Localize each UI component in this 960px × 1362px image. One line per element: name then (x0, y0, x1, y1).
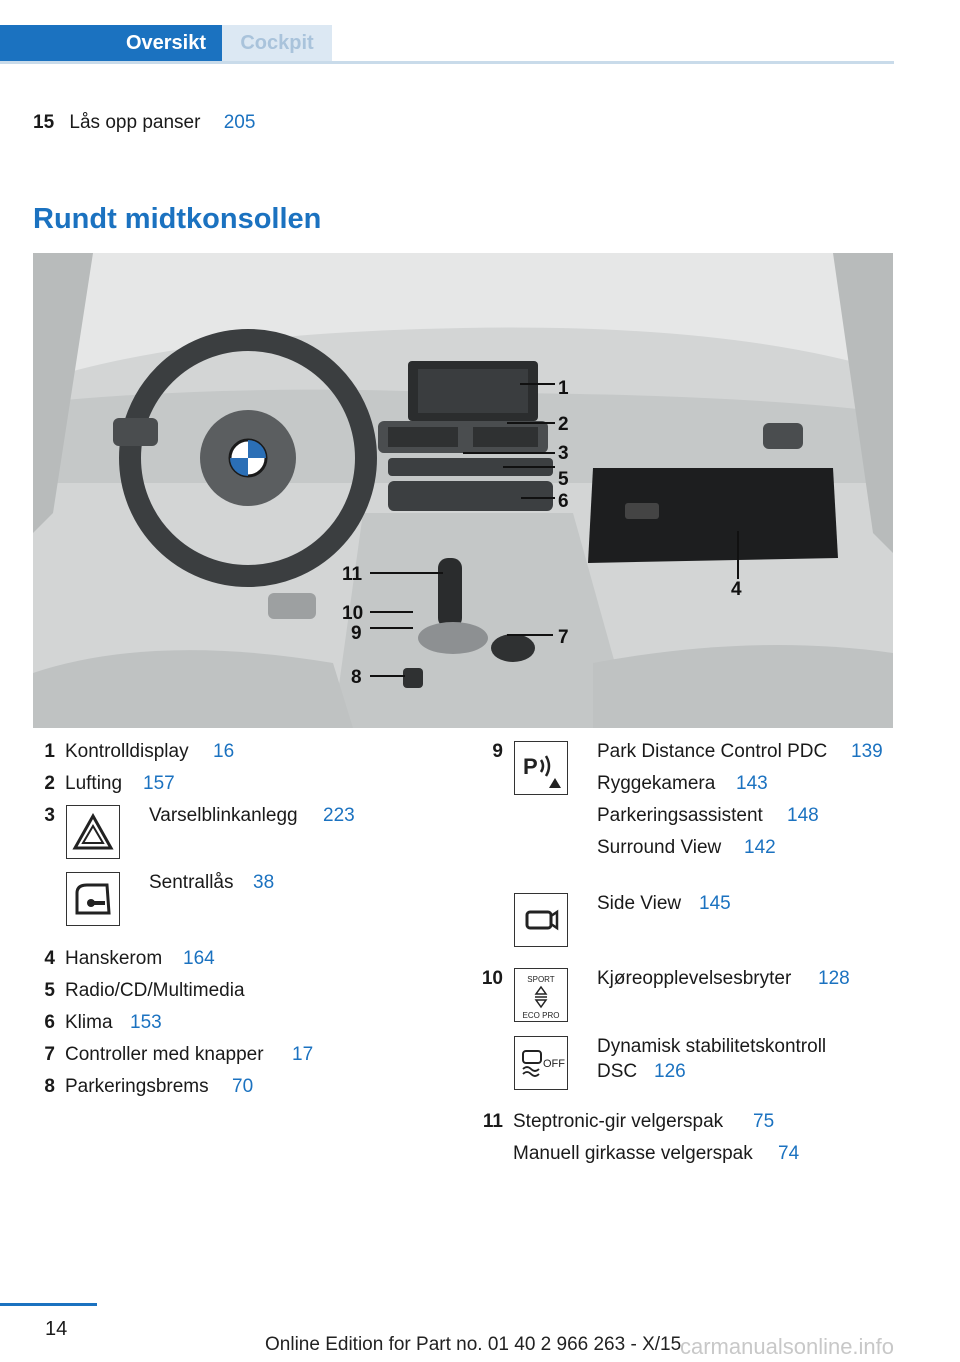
tab-bar (0, 25, 894, 64)
page-reference-link[interactable]: 153 (130, 1012, 162, 1033)
svg-text:P: P (523, 754, 538, 779)
page-reference-link[interactable]: 157 (143, 773, 175, 794)
driving-experience-switch-icon (514, 968, 568, 1022)
item-label: Lås opp panser (69, 112, 201, 133)
page-reference-link[interactable]: 223 (323, 805, 355, 826)
callout-2: 2 (558, 414, 569, 435)
hazard-warning-icon (66, 805, 120, 859)
page-reference-link[interactable]: 145 (699, 893, 731, 914)
callout-8: 8 (351, 667, 362, 688)
page-reference-link[interactable]: 139 (851, 741, 883, 762)
page-reference-link[interactable]: 74 (778, 1143, 800, 1164)
callout-10: 10 (342, 603, 364, 624)
page-reference-link[interactable]: 126 (654, 1061, 686, 1082)
center-console-illustration (33, 253, 893, 728)
svg-text:SPORT: SPORT (527, 975, 555, 984)
section-title: Rundt midtkonsollen (33, 203, 322, 235)
side-view-camera-icon (514, 893, 568, 947)
callout-6: 6 (558, 491, 569, 512)
page-reference-link[interactable]: 70 (232, 1076, 254, 1097)
page-reference-link[interactable]: 38 (253, 872, 275, 893)
page-reference-link[interactable]: 142 (744, 837, 776, 858)
footer-divider (0, 1303, 97, 1306)
page-reference-link[interactable]: 75 (753, 1111, 775, 1132)
page-number: 14 (45, 1318, 68, 1340)
callout-5: 5 (558, 469, 569, 490)
central-locking-icon (66, 872, 120, 926)
park-distance-control-icon (514, 741, 568, 795)
previous-item (33, 112, 255, 134)
page-reference-link[interactable]: 17 (292, 1044, 314, 1065)
callout-1: 1 (558, 378, 569, 399)
svg-text:ECO PRO: ECO PRO (522, 1011, 560, 1020)
item-number: 15 (33, 112, 55, 133)
tab-cockpit[interactable]: Cockpit (222, 25, 332, 61)
page-reference-link[interactable]: 205 (223, 112, 256, 133)
page-reference-link[interactable]: 164 (183, 948, 215, 969)
svg-text:OFF: OFF (543, 1058, 565, 1070)
callout-7: 7 (558, 627, 569, 648)
callout-4: 4 (731, 579, 742, 600)
dsc-off-icon (514, 1036, 568, 1090)
page-reference-link[interactable]: 16 (213, 741, 235, 762)
callout-9: 9 (351, 623, 362, 644)
page-reference-link[interactable]: 143 (736, 773, 768, 794)
watermark: carmanualsonline.info (680, 1334, 895, 1359)
callout-11: 11 (342, 564, 363, 585)
edition-note: Online Edition for Part no. 01 40 2 966 263 - X/15 (265, 1334, 682, 1355)
tab-oversikt[interactable]: Oversikt (0, 25, 222, 61)
page-reference-link[interactable]: 148 (787, 805, 819, 826)
callout-3: 3 (558, 443, 569, 464)
page-reference-link[interactable]: 128 (818, 968, 850, 989)
